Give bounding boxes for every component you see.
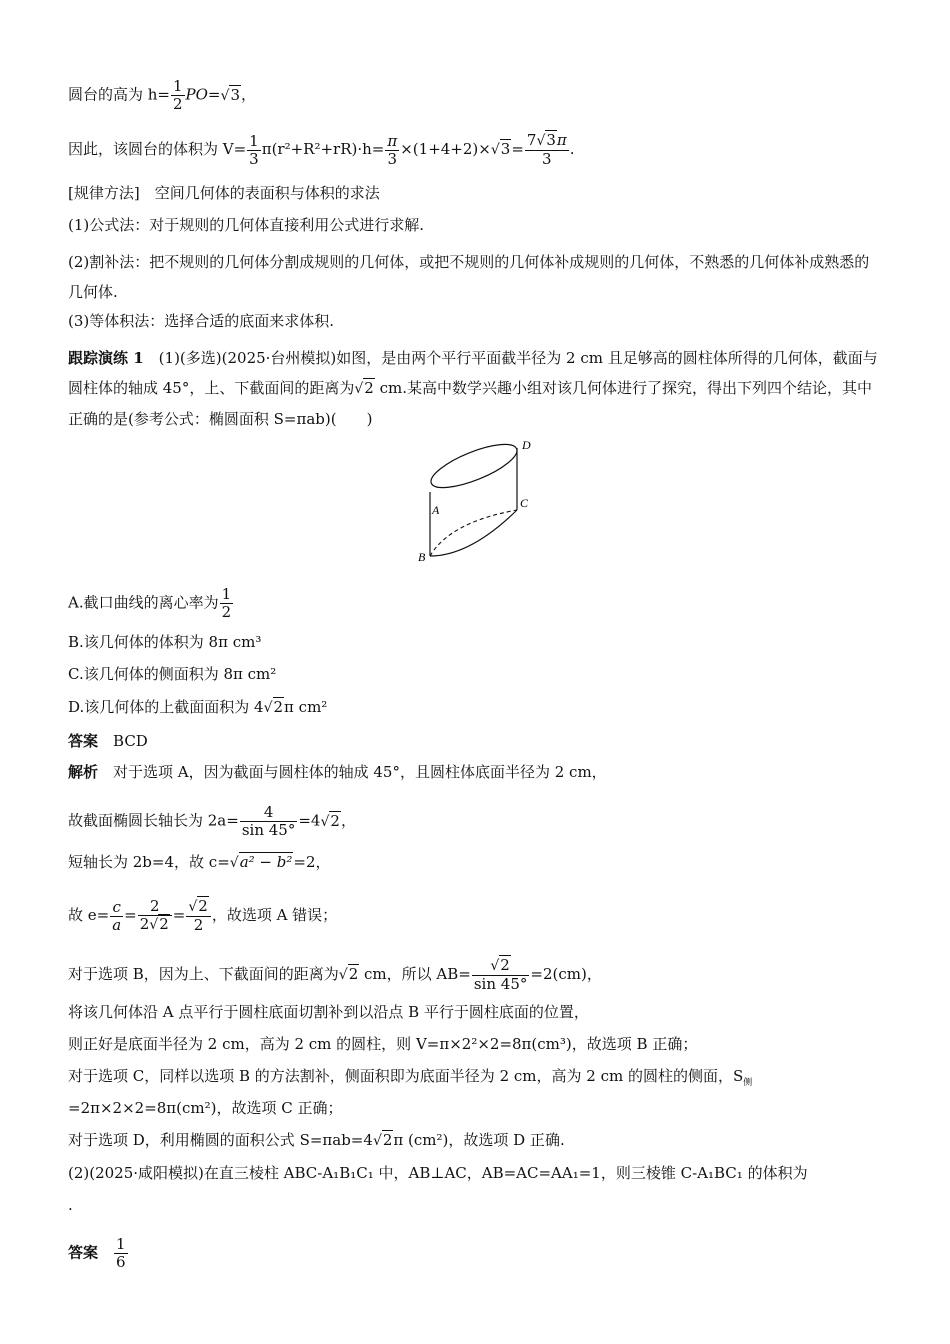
analysis-line-3: 短轴长为 2b=4，故 c=√a² − b²=2，: [68, 853, 331, 871]
sqrt-2: √2: [354, 379, 374, 397]
cylinder-figure: [410, 432, 550, 564]
analysis-line-7: 则正好是底面半径为 2 cm，高为 2 cm 的圆柱，则 V=π×2²×2=8π(cm³)，故选项 B 正确；: [68, 1035, 698, 1053]
option-d: D.该几何体的上截面面积为 4√2π cm²: [68, 698, 328, 716]
analysis-line-8b: =2π×2×2=8π(cm²)，故选项 C 正确；: [68, 1099, 343, 1117]
fraction-pi-third: $\frac{\pi}{3}$: [387, 131, 398, 168]
label-b: B: [418, 550, 426, 564]
fraction-half: $\frac{1}{2}$: [173, 77, 183, 113]
analysis-line-8: 对于选项 C，同样以选项 B 的方法割补，侧面积即为底面半径为 2 cm，高为 2 cm 的圆柱的侧面，$S_侧$: [68, 1067, 753, 1088]
answer-2: 答案 $\frac{1}{6}$: [68, 1235, 126, 1271]
exercise-label: 跟踪演练 1: [68, 349, 144, 367]
method-3: (3)等体积法：选择合适的底面来求体积.: [68, 312, 335, 330]
solution-line-volume: 因此，该圆台的体积为 V= $\frac{1}{3}$ π(r²+R²+rR)·h= $\frac{\pi}{3}$ ×(1+4+2)×√3= $\frac{7√3\pi}{3}$ .: [68, 131, 575, 168]
option-b: B.该几何体的体积为 8π cm³: [68, 633, 262, 651]
sqrt-3: √3: [220, 85, 240, 104]
label-c: C: [520, 496, 529, 510]
fraction-volume-result: $\frac{7√3\pi}{3}$: [526, 131, 567, 168]
option-c: C.该几何体的侧面积为 8π cm²: [68, 665, 277, 683]
analysis-line-5: 对于选项 B，因为上、下截面间的距离为√2 cm，所以 AB= $\frac{√2}{\sin 45^\circ}$ =2(cm)，: [68, 956, 602, 993]
fraction-third: $\frac{1}{3}$: [249, 131, 259, 168]
answer-1: 答案 BCD: [68, 732, 148, 750]
lower-curve-front: [430, 510, 517, 556]
label-a: A: [432, 503, 440, 517]
label-d: D: [522, 438, 531, 452]
question-2-end: .: [68, 1196, 73, 1214]
exercise-question: 跟踪演练 1 (1)(多选)(2025·台州模拟)如图，是由两个平行平面截半径为 2 cm 且足够高的圆柱体所得的几何体，截面与圆柱体的轴成 45°，上、下截面间的距离为√2 cm.某高中数学兴趣小组对该几何体进行了探究，得出下列四个结论，其中正确的是(参考公式：椭圆面积 S=πab)( ): [68, 349, 878, 428]
lower-curve-back: [430, 510, 517, 556]
sqrt-3: √3: [490, 140, 511, 158]
method-1: (1)公式法：对于规则的几何体直接利用公式进行求解.: [68, 216, 425, 234]
solution-line-height: 圆台的高为 h= $\frac{1}{2}$ PO=√3，: [68, 77, 256, 113]
analysis-line-4: 故 e= $\frac{c}{a}$ = $\frac{2}{2√2}$ = $\frac{√2}{2}$ ，故选项 A 错误；: [68, 897, 338, 934]
analysis-line-2: 故截面椭圆长轴长为 2a= $\frac{4}{\sin 45^\circ}$ =4√2，: [68, 803, 356, 839]
analysis-line-6: 将该几何体沿 A 点平行于圆柱底面切割补到以沿点 B 平行于圆柱底面的位置，: [68, 1003, 589, 1021]
method-2: (2)割补法：把不规则的几何体分割成规则的几何体，或把不规则的几何体补成规则的几何体，不熟悉的几何体补成熟悉的几何体.: [68, 253, 870, 301]
upper-ellipse: [426, 436, 522, 496]
question-2: (2)(2025·咸阳模拟)在直三棱柱 ABC-A₁B₁C₁ 中，AB⊥AC，AB=AC=AA₁=1，则三棱锥 C-A₁BC₁ 的体积为: [68, 1164, 808, 1182]
option-a: A.截口曲线的离心率为 $\frac{1}{2}$: [68, 585, 232, 621]
analysis-label: 解析: [68, 763, 99, 781]
analysis-line-9: 对于选项 D，利用椭圆的面积公式 S=πab=4√2π (cm²)，故选项 D 正确.: [68, 1131, 565, 1149]
analysis-line-1: 解析 对于选项 A，因为截面与圆柱体的轴成 45°，且圆柱体底面半径为 2 cm，: [68, 763, 607, 781]
method-title: [规律方法] 空间几何体的表面积与体积的求法: [68, 184, 380, 202]
